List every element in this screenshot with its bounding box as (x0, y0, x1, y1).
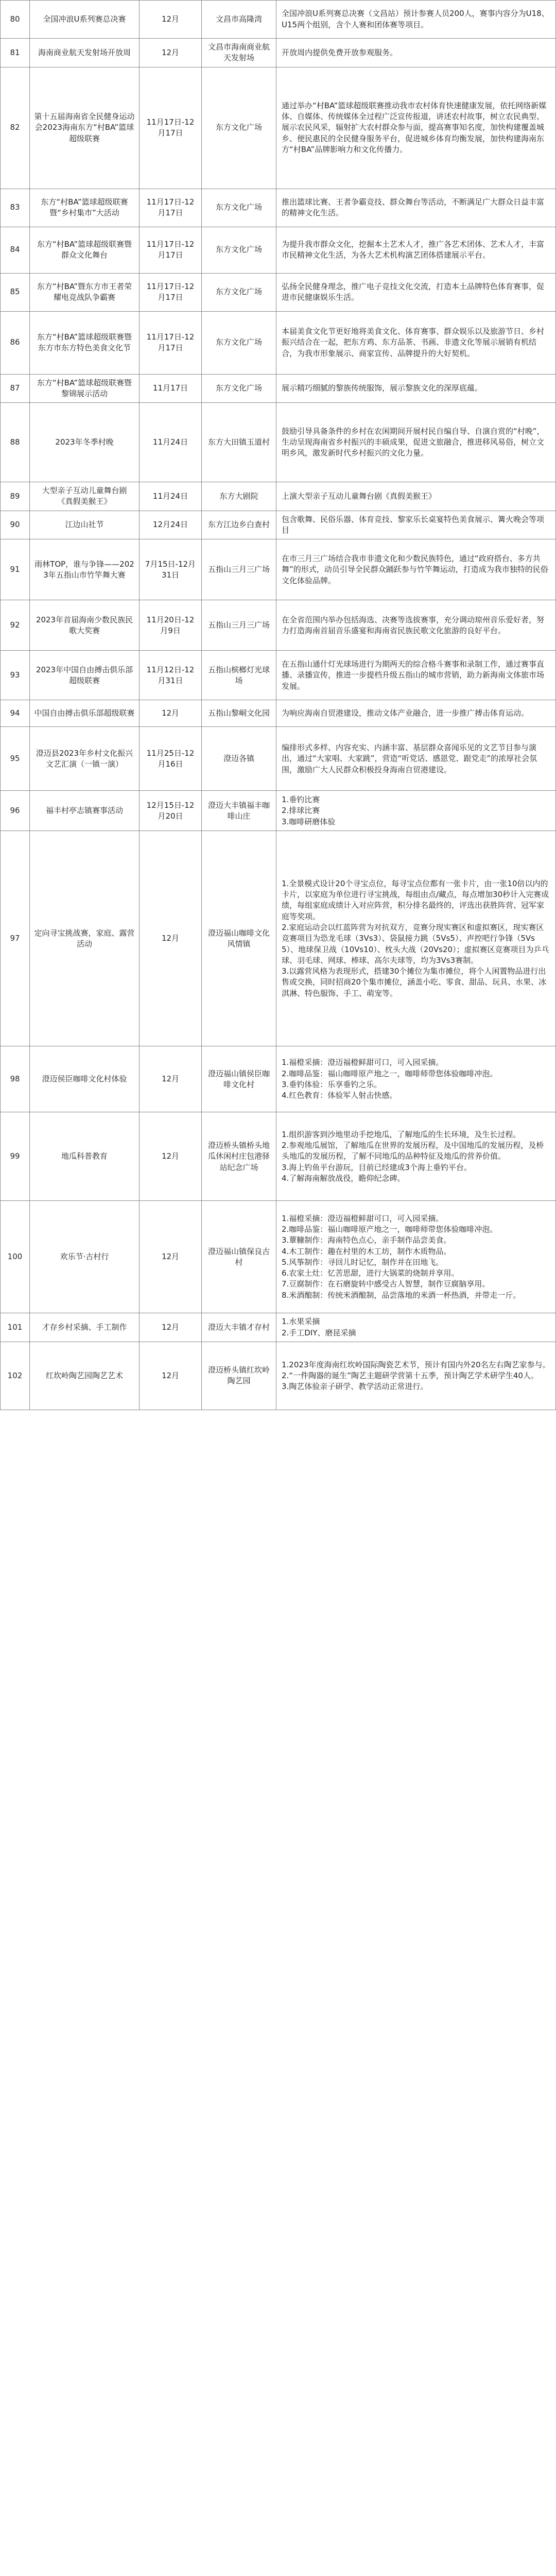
event-time: 12月15日-12月20日 (140, 791, 202, 831)
event-time: 11月17日-12月17日 (140, 189, 202, 227)
event-location: 五指山三月三广场 (202, 600, 276, 651)
event-description: 鼓励引导具备条件的乡村在农闲期间开展村民自编自导、自演自赏的“村晚”，生动呈现海南省乡村振兴的丰硕成果，促进文旅融合，推进移风易俗，树立文明乡风，激发新时代乡村振兴的文化力量。 (276, 403, 556, 482)
event-location: 澄迈大丰镇福丰咖啡山庄 (202, 791, 276, 831)
event-name: 东方“村BA”暨东方市王者荣耀电竞战队争霸赛 (30, 273, 140, 311)
table-row (1, 1342, 556, 1410)
event-name: 全国冲浪U系列赛总决赛 (30, 1, 140, 39)
event-name: 雨林TOP，谁与争锋——2023年五指山市竹竿舞大赛 (30, 539, 140, 600)
table-row (1, 39, 556, 67)
event-name: 地瓜科普教育 (30, 1112, 140, 1201)
event-description: 在市三月三广场结合我市非遗文化和少数民族特色，通过“政府搭台、多方共舞”的形式，动员引导全民群众踊跃参与竹竿舞运动，打造成为我市独特的民俗文化体验品牌。 (276, 539, 556, 600)
table-row (1, 600, 556, 651)
event-number: 91 (1, 539, 30, 600)
event-number: 99 (1, 1112, 30, 1201)
event-location: 澄迈桥头镇红坎岭陶艺园 (202, 1342, 276, 1410)
table-row (1, 273, 556, 311)
event-description: 1.福橙采摘：澄迈福橙鲜甜可口，可入园采摘。 2.咖啡品鉴：福山咖啡原产地之一，咖啡师带您体验咖啡冲泡。 3.垂钓体验：乐享垂钓之乐。 4.红色教育：体验军人射击快感。 (276, 1046, 556, 1112)
event-name: 2023年中国自由搏击俱乐部超级联赛 (30, 651, 140, 700)
event-location: 东方文化广场 (202, 374, 276, 403)
table-row (1, 227, 556, 273)
event-time: 12月 (140, 1342, 202, 1410)
table-row (1, 651, 556, 700)
event-time: 11月17日-12月17日 (140, 227, 202, 273)
event-location: 东方江边乡白查村 (202, 511, 276, 539)
event-description: 开放周内提供免费开放参观服务。 (276, 39, 556, 67)
event-location: 澄迈各镇 (202, 727, 276, 791)
event-number: 90 (1, 511, 30, 539)
event-number: 97 (1, 831, 30, 1046)
event-number: 92 (1, 600, 30, 651)
event-name: 福丰村亭志镇赛事活动 (30, 791, 140, 831)
event-number: 85 (1, 273, 30, 311)
event-location: 五指山三月三广场 (202, 539, 276, 600)
table-row (1, 1201, 556, 1313)
event-table-body (1, 1, 556, 1410)
event-location: 文昌市海南商业航天发射场 (202, 39, 276, 67)
event-location: 东方文化广场 (202, 311, 276, 374)
event-time: 12月 (140, 1112, 202, 1201)
event-location: 澄迈桥头镇桥头地瓜休闲村庄包港驿站纪念广场 (202, 1112, 276, 1201)
event-description: 全国冲浪U系列赛总决赛（文昌站）预计参赛人员200人，赛事内容分为U18、U15两个组别，含个人赛和团体赛等项目。 (276, 1, 556, 39)
event-name: 大型亲子互动儿童舞台剧 《真假美猴王》 (30, 482, 140, 511)
event-description: 1.组织游客到沙地里动手挖地瓜，了解地瓜的生长环境，及生长过程。 2.参观地瓜展馆，了解地瓜在世界的发展历程，及中国地瓜的发展历程，及桥头地瓜的发展历程，了解不同地瓜的品种特征及地瓜的营养价值。 3.海上钓鱼平台游玩，目前已经建成3个海上垂钓平台。 4.了解海南解放战役，瞻仰纪念碑。 (276, 1112, 556, 1201)
event-time: 11月17日-12月17日 (140, 273, 202, 311)
event-location: 东方文化广场 (202, 227, 276, 273)
event-time: 11月25日-12月16日 (140, 727, 202, 791)
event-number: 86 (1, 311, 30, 374)
event-time: 12月24日 (140, 511, 202, 539)
event-name: 第十五届海南省全民健身运动会2023海南东方“村BA”篮球超级联赛 (30, 67, 140, 189)
event-location: 澄迈福山镇保良古村 (202, 1201, 276, 1313)
table-row (1, 311, 556, 374)
event-time: 7月15日-12月31日 (140, 539, 202, 600)
event-number: 100 (1, 1201, 30, 1313)
event-location: 东方大剧院 (202, 482, 276, 511)
table-row (1, 403, 556, 482)
event-description: 为提升我市群众文化，挖掘本土艺术人才，推广各艺术团体、艺术人才，丰富市民精神文化生活，为各大艺术机构演艺团体搭建展示平台。 (276, 227, 556, 273)
event-location: 东方文化广场 (202, 189, 276, 227)
event-name: 澄迈县2023年乡村文化振兴文艺汇演（一镇一演） (30, 727, 140, 791)
table-row (1, 700, 556, 727)
table-row (1, 831, 556, 1046)
event-time: 11月24日 (140, 482, 202, 511)
event-name: 欢乐节·古村行 (30, 1201, 140, 1313)
event-description: 上演大型亲子互动儿童舞台剧《真假美猴王》 (276, 482, 556, 511)
event-time: 11月24日 (140, 403, 202, 482)
table-row (1, 539, 556, 600)
table-row (1, 374, 556, 403)
event-description: 1.全景模式设计20个寻宝点位，每寻宝点位都有一张卡片，由一张10倍以内的卡片，以家庭为单位进行寻宝挑战，每组由点/藏点，每点增加30秒计入完赛成绩，每组家庭成绩计入对应阵营，积分排名最终的，评选出获胜阵营、冠军家庭等奖项。 2.家庭运动会以红蓝阵营为对抗双方，竞赛分现实赛区和虚拟赛区，现实赛区竞赛项目为恐龙毛球（3Vs3）、袋鼠接力跳（5Vs5）、声控吧行争锋（5Vs5）、地球保卫战（10Vs10）、枕头大战（20Vs20）；虚拟赛区竞赛项目为乒乓球、羽毛球、网球、棒球、高尔夫球等，均为3Vs3赛制。 3.以露营风格为表现形式，搭建30个摊位为集市摊位，将个人闲置物品进行出售或交换，同时招商20个集市摊位，涵盖小吃、零食、甜品、玩具、水果、冰淇淋、特色服饰、手工、萌宠等。 (276, 831, 556, 1046)
event-location: 东方文化广场 (202, 273, 276, 311)
event-number: 87 (1, 374, 30, 403)
event-location: 东方文化广场 (202, 67, 276, 189)
event-number: 89 (1, 482, 30, 511)
event-number: 82 (1, 67, 30, 189)
event-description: 1.水果采摘 2.手工DIY、磨昆采摘 (276, 1313, 556, 1342)
event-description: 在五指山通什灯光球场进行为期两天的综合格斗赛事和录制工作，通过赛事直播、录播宣传，推进一步提档升级五指山的城市营销，助力新海南文体旅市场发展。 (276, 651, 556, 700)
event-description: 1.垂钓比赛 2.排球比赛 3.咖啡研磨体验 (276, 791, 556, 831)
event-description: 1.2023年度海南红坎岭国际陶瓷艺术节，预计有国内外20名左右陶艺家参与。 2.“一件陶器的诞生”陶艺主题研学营第十五季，预计陶艺学术研学生40人。 3.陶艺体验亲子研学、教学活动正常进行。 (276, 1342, 556, 1410)
event-name: 2023年冬季村晚 (30, 403, 140, 482)
table-row (1, 727, 556, 791)
table-row (1, 1313, 556, 1342)
event-number: 96 (1, 791, 30, 831)
event-name: 才存乡村采摘、手工制作 (30, 1313, 140, 1342)
event-name: 定向寻宝挑战赛，家庭、露营活动 (30, 831, 140, 1046)
event-time: 12月 (140, 1313, 202, 1342)
event-time: 12月 (140, 700, 202, 727)
table-row (1, 511, 556, 539)
event-location: 澄迈大丰镇才存村 (202, 1313, 276, 1342)
event-time: 11月17日-12月17日 (140, 311, 202, 374)
event-location: 澄迈福山咖啡文化风情镇 (202, 831, 276, 1046)
event-description: 本届美食文化节更好地将美食文化、体育赛事、群众娱乐以及旅游节日、乡村振兴结合在一起，把东方鸡、东方品茶、书画、非遗文化等展示展销有机结合，为我市形象展示、商家宣传、品牌提升的大好契机。 (276, 311, 556, 374)
table-row (1, 791, 556, 831)
event-time: 11月17日 (140, 374, 202, 403)
event-time: 11月20日-12月9日 (140, 600, 202, 651)
event-number: 84 (1, 227, 30, 273)
event-number: 88 (1, 403, 30, 482)
event-description: 推出篮球比赛、王者争霸竞技、群众舞台等活动，不断满足广大群众日益丰富的精神文化生活。 (276, 189, 556, 227)
event-name: 东方“村BA”篮球超级联赛暨黎锦展示活动 (30, 374, 140, 403)
event-location: 五指山黎峒文化园 (202, 700, 276, 727)
event-time: 12月 (140, 1046, 202, 1112)
event-number: 102 (1, 1342, 30, 1410)
table-row (1, 1046, 556, 1112)
event-description: 1.福橙采摘：澄迈福橙鲜甜可口，可入园采摘。 2.咖啡品鉴：福山咖啡原产地之一，咖啡师带您体验咖啡冲泡。 3.蕈糠制作：海南特色点心，亲手制作品尝美食。 4.木工制作：趣在村里的木工坊，制作木质物品。 5.风筝制作：寻回儿时记忆，制作并在田地飞。 6.农家土灶：忆苦思甜，进行大锅菜的烧制并享用。 7.豆腐制作：在石磨旋转中感受古人智慧，制作豆腐脑享用。 8.米酒酿制：传统米酒酿制，品尝落地的米酒一杯热酒，并带走一斤。 (276, 1201, 556, 1313)
event-time: 12月 (140, 1, 202, 39)
event-description: 编排形式多样、内容充实、内涵丰富、基层群众喜闻乐见的文艺节目参与演出，通过“大家唱、大家跳”，营造“听党话、感恩党、跟党走”的浓厚社会氛围，激励广大人民群众积极投身海南自贸港建设。 (276, 727, 556, 791)
event-name: 东方“村BA”篮球超级联赛暨“乡村集市”大活动 (30, 189, 140, 227)
event-name: 2023年首届海南少数民族民歌大奖赛 (30, 600, 140, 651)
event-description: 通过举办“村BA”篮球超级联赛推动我市农村体育快速健康发展，依托网络新媒体、自媒体、传统媒体全过程广泛宣传报道，讲述农村故事，树立农民典型、展示农民风采，辐射扩大农村群众参与面，提高赛事知名度，加快构建覆盖城乡、便民惠民的全民健身服务平台，促进城乡体育均衡发展，加快构建海南东方“村BA”品牌影响力和文化传播力。 (276, 67, 556, 189)
event-name: 东方“村BA”篮球超级联赛暨群众文化舞台 (30, 227, 140, 273)
event-name: 澄迈侯臣咖啡文化村体验 (30, 1046, 140, 1112)
event-name: 红坎岭陶艺园陶艺艺术 (30, 1342, 140, 1410)
event-number: 80 (1, 1, 30, 39)
event-location: 五指山槟榔灯光球场 (202, 651, 276, 700)
event-number: 93 (1, 651, 30, 700)
event-time: 11月12日-12月31日 (140, 651, 202, 700)
event-name: 江边山社节 (30, 511, 140, 539)
event-description: 展示精巧细腻的黎族传统服饰，展示黎族文化的深厚底蕴。 (276, 374, 556, 403)
event-description: 在全省范围内举办包括海选、决赛等选拔赛事，充分调动琼州音乐爱好者，努力打造海南首届音乐盛宴和海南省民族民歌文化旅游的良好平台。 (276, 600, 556, 651)
event-description: 包含歌舞、民俗乐器、体育竞技、黎家乐长桌宴特色美食展示、篝火晚会等项目 (276, 511, 556, 539)
table-row (1, 1112, 556, 1201)
event-name: 海南商业航天发射场开放周 (30, 39, 140, 67)
event-number: 98 (1, 1046, 30, 1112)
event-location: 澄迈福山镇侯臣咖啡文化村 (202, 1046, 276, 1112)
event-time: 11月17日-12月17日 (140, 67, 202, 189)
event-number: 101 (1, 1313, 30, 1342)
event-number: 83 (1, 189, 30, 227)
event-name: 中国自由搏击俱乐部超级联赛 (30, 700, 140, 727)
table-row (1, 482, 556, 511)
event-number: 81 (1, 39, 30, 67)
table-row (1, 67, 556, 189)
table-row (1, 189, 556, 227)
event-description: 弘扬全民健身理念，推广电子竞技文化交流，打造本土品牌特色体育赛事，促进市民健康娱乐生活。 (276, 273, 556, 311)
event-time: 12月 (140, 39, 202, 67)
table-row (1, 1, 556, 39)
event-location: 文昌市高隆湾 (202, 1, 276, 39)
event-name: 东方“村BA”篮球超级联赛暨东方市东方特色美食文化节 (30, 311, 140, 374)
event-number: 95 (1, 727, 30, 791)
event-number: 94 (1, 700, 30, 727)
event-description: 为响应海南自贸港建设，推动文体产业融合，进一步推广搏击体育运动。 (276, 700, 556, 727)
event-time: 12月 (140, 831, 202, 1046)
event-location: 东方大田镇玉道村 (202, 403, 276, 482)
event-time: 12月 (140, 1201, 202, 1313)
